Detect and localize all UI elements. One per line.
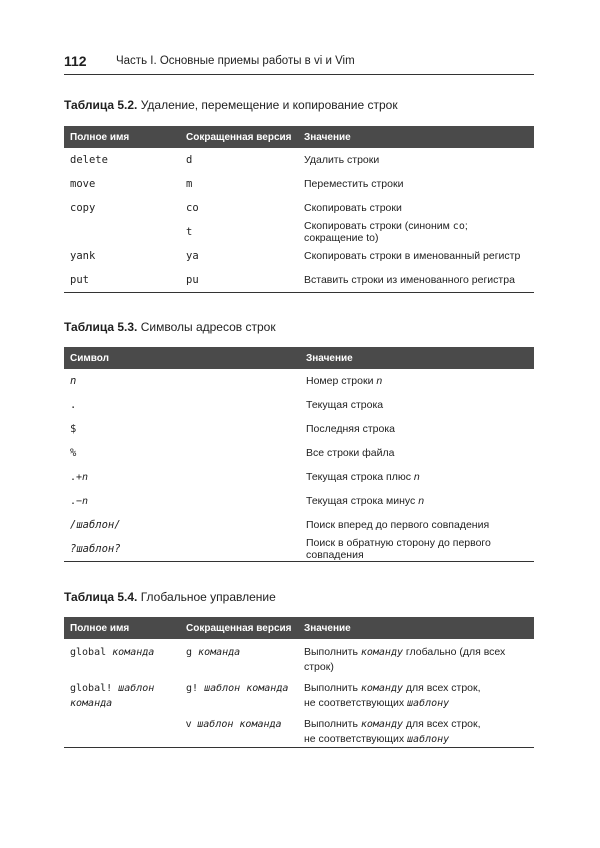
cell-meaning: Последняя строка [306,423,395,435]
cell-full-name: global команда [70,647,155,658]
table-5-4 [64,617,534,748]
cell-meaning: Выполнить команду для всех строк, не соответствующих шаблону [304,682,481,709]
cell-short: co [186,202,199,214]
cell-symbol: ?шаблон? [64,537,300,562]
cell-symbol: .−n [70,496,89,507]
cell-symbol: .+n [70,472,89,483]
table-header-row [64,347,534,369]
table-row [64,441,534,465]
column-header: Значение [300,347,534,369]
cell-symbol: /шаблон/ [70,519,121,531]
column-header: Сокращенная версия [180,126,298,148]
cell-short: g! шаблон команда [186,683,289,694]
cell-short: g команда [186,647,241,658]
caption-text: Символы адресов строк [137,320,276,334]
cell-short: t [186,226,193,238]
table-row [64,148,534,172]
cell-meaning: Вставить строки из именованного регистра [298,268,534,293]
column-header: Полное имя [64,126,180,148]
running-title: Часть I. Основные приемы работы в vi и Vim [116,55,355,67]
page-number: 112 [64,53,87,69]
cell-meaning: Текущая строка плюс n [306,471,420,483]
table-5-2 [64,126,534,293]
cell-meaning: Все строки файла [306,447,395,459]
table-5-3-caption [64,320,276,334]
caption-text: Глобальное управление [137,590,276,604]
cell-meaning: Поиск вперед до первого совпадения [306,519,490,531]
table-5-2-caption [64,98,398,112]
cell-symbol: $ [70,423,77,435]
table-row [64,537,534,562]
table-row [64,172,534,196]
table-row [64,417,534,441]
column-header: Символ [64,347,300,369]
cell-full-name [64,711,180,748]
cell-short: m [186,178,193,190]
table-header-row [64,126,534,148]
table-row [64,369,534,393]
table-row [64,268,534,293]
table-5-4-caption [64,590,276,604]
cell-full-name: put [64,268,180,293]
cell-symbol: . [70,399,77,411]
table-row [64,711,534,748]
cell-meaning: Удалить строки [304,154,380,166]
table-row [64,465,534,489]
cell-full-name: delete [70,154,108,166]
table-row [64,675,534,711]
table-row [64,244,534,268]
table-row [64,513,534,537]
cell-meaning: Переместить строки [304,178,404,190]
cell-symbol: % [70,447,77,459]
caption-label: Таблица 5.3. [64,320,138,334]
table-row [64,639,534,675]
cell-full-name: copy [70,202,96,214]
cell-meaning: Скопировать строки в именованный регистр [304,250,521,262]
cell-meaning: Номер строки n [306,375,383,387]
caption-text: Удаление, перемещение и копирование строк [137,98,398,112]
cell-full-name: move [70,178,96,190]
cell-short: d [186,154,193,166]
cell-meaning: Текущая строка минус n [306,495,425,507]
cell-full-name: global! шаблон команда [70,683,155,709]
table-row [64,196,534,220]
column-header: Значение [298,126,534,148]
cell-full-name [64,220,180,244]
table-header-row [64,617,534,639]
caption-label: Таблица 5.2. [64,98,138,112]
cell-short: pu [180,268,298,293]
column-header: Значение [298,617,534,639]
cell-meaning: Скопировать строки (синоним co; сокращение to) [304,220,468,244]
column-header: Полное имя [64,617,180,639]
table-5-3 [64,347,534,562]
table-row [64,393,534,417]
cell-meaning: Выполнить команду для всех строк, не соответствующих шаблону [298,711,534,748]
cell-meaning: Выполнить команду глобально (для всех строк) [304,646,506,673]
cell-full-name: yank [70,250,96,262]
cell-meaning: Поиск в обратную сторону до первого совпадения [300,537,534,562]
cell-symbol: n [70,375,77,387]
cell-meaning: Текущая строка [306,399,384,411]
cell-short: v шаблон команда [180,711,298,748]
table-row [64,220,534,244]
cell-meaning: Скопировать строки [304,202,402,214]
table-row [64,489,534,513]
cell-short: ya [186,250,199,262]
column-header: Сокращенная версия [180,617,298,639]
page-header [64,50,534,75]
caption-label: Таблица 5.4. [64,590,138,604]
